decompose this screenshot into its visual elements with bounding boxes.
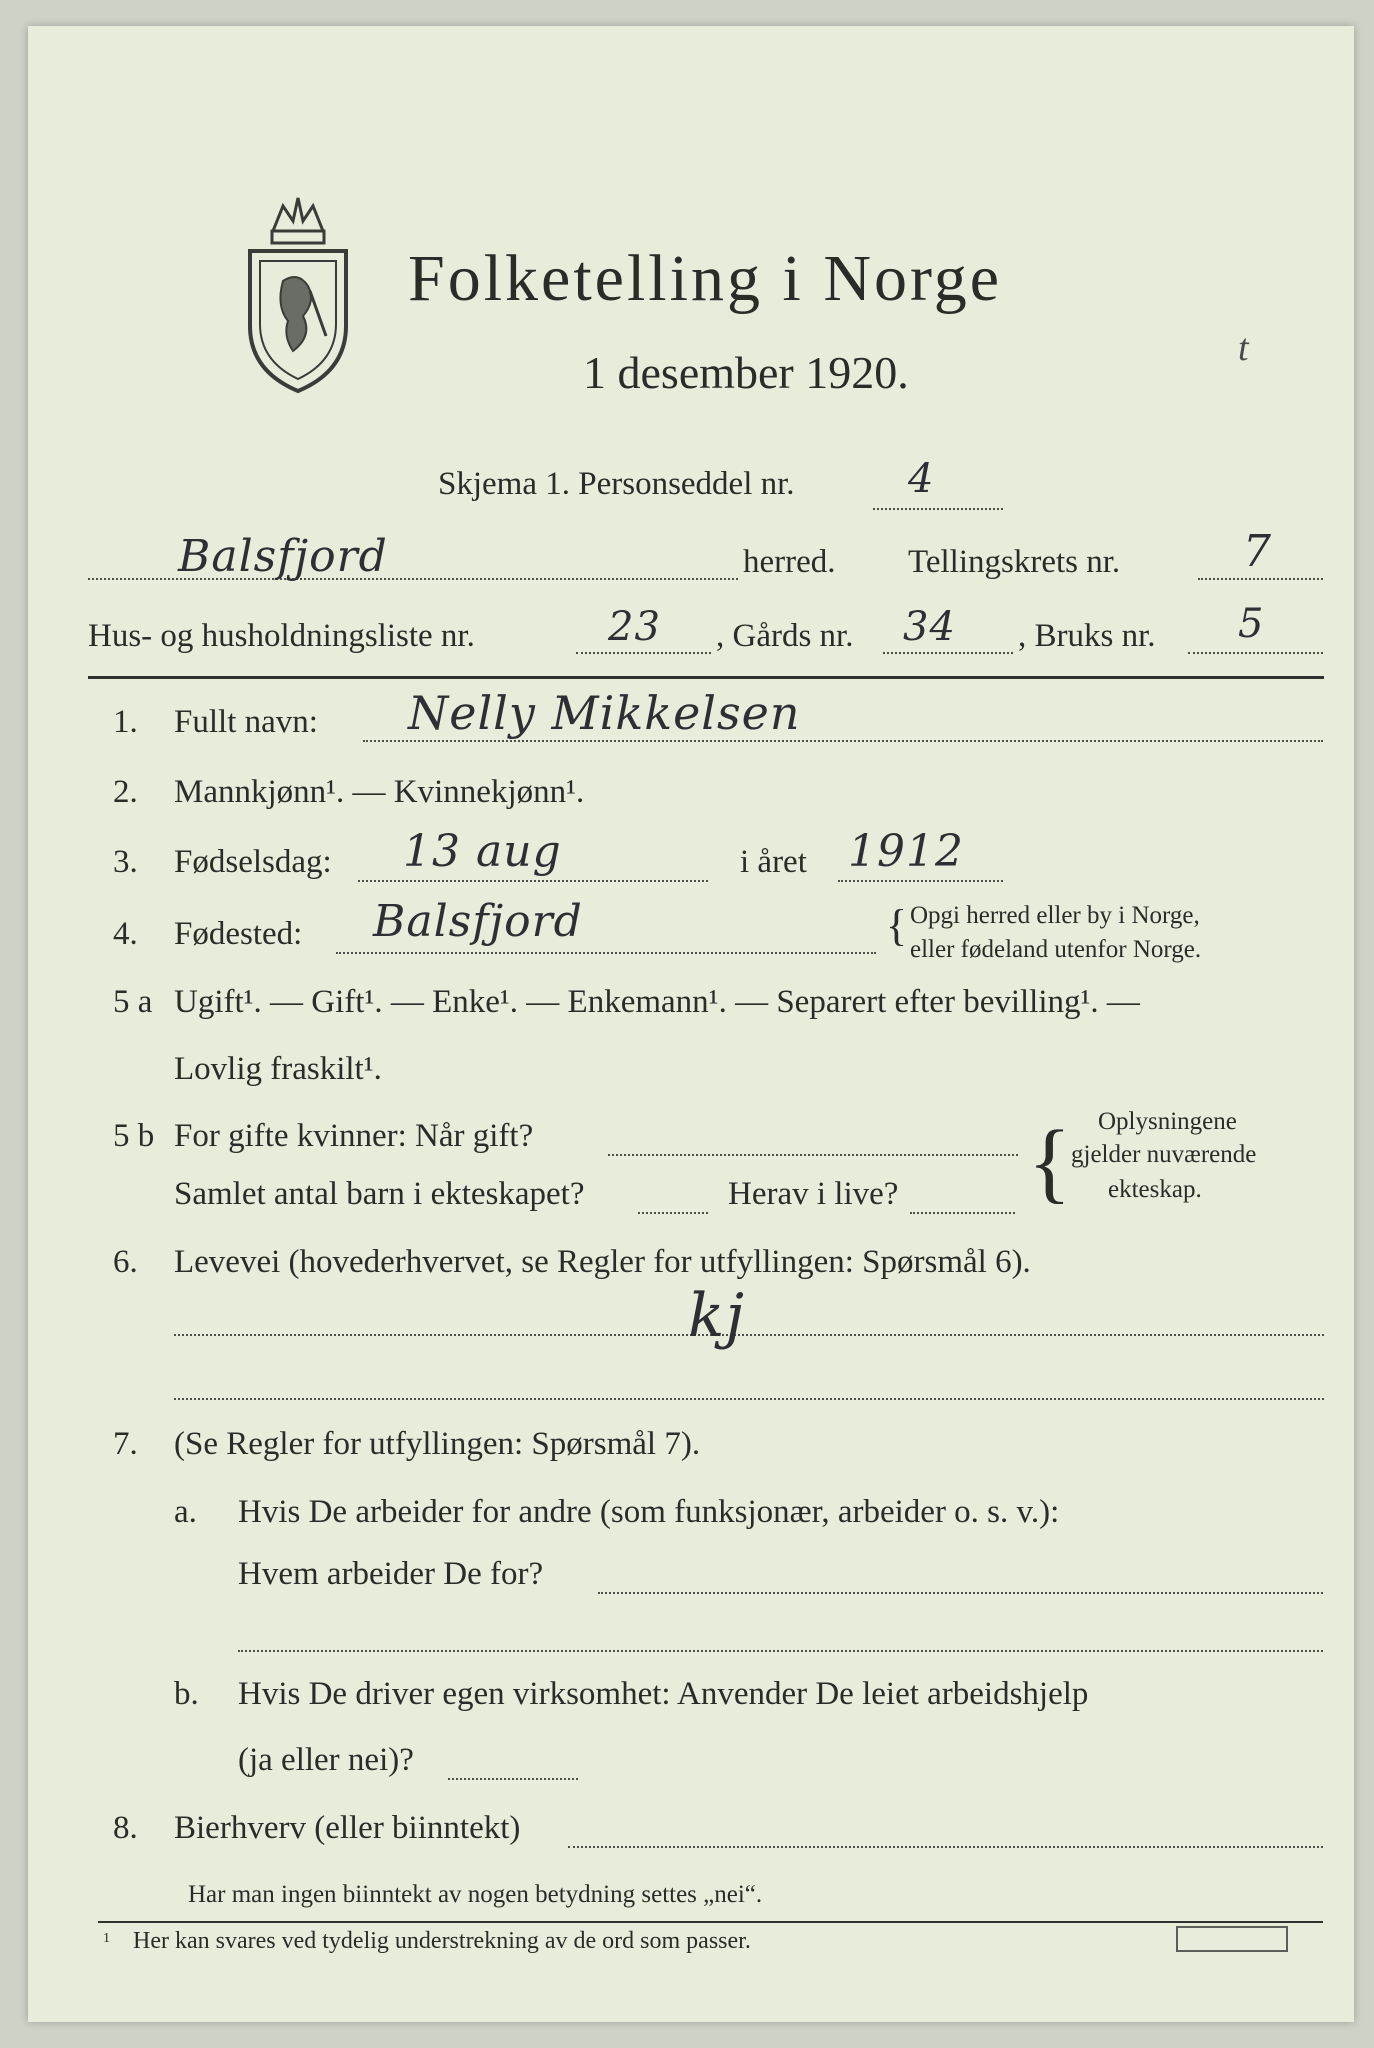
- q5b-alive-label: Herav i live?: [728, 1176, 899, 1212]
- q4-label: Fødested:: [174, 916, 303, 952]
- bruks-value[interactable]: 5: [1238, 601, 1265, 647]
- footer-divider: [98, 1921, 1323, 1923]
- birth-year-value[interactable]: 1912: [848, 826, 964, 877]
- tellingskrets-label: Tellingskrets nr.: [908, 544, 1121, 580]
- q2-number: 2.: [113, 774, 138, 810]
- q7a-line-1: Hvis De arbeider for andre (som funksjonær, arbeider o. s. v.):: [238, 1494, 1060, 1530]
- q4-dots: [336, 952, 876, 954]
- skjema-dots: [873, 508, 1003, 510]
- q7b-line-2: (ja eller nei)?: [238, 1742, 414, 1778]
- form-date: 1 desember 1920.: [583, 347, 909, 398]
- q5a-number: 5 a: [113, 984, 153, 1020]
- header-divider: [88, 676, 1324, 679]
- form-title: Folketelling i Norge: [408, 242, 1003, 315]
- occupation-value[interactable]: kj: [688, 1281, 745, 1351]
- q7b-letter: b.: [174, 1676, 199, 1712]
- q6-dots-1: [174, 1334, 1324, 1336]
- tellingskrets-value[interactable]: 7: [1243, 526, 1272, 577]
- footnote-text: Her kan svares ved tydelig understrekning av de ord som passer.: [133, 1928, 751, 1954]
- q4-note-1: Opgi herred eller by i Norge,: [910, 902, 1200, 929]
- q5b-line-1: For gifte kvinner: Når gift?: [174, 1118, 534, 1154]
- q6-dots-2: [174, 1398, 1324, 1400]
- q7a-dots-2: [238, 1650, 1323, 1652]
- q7b-dots: [448, 1778, 578, 1780]
- q4-brace: {: [886, 901, 908, 950]
- herred-label: herred.: [743, 544, 836, 580]
- q7b-line-1: Hvis De driver egen virksomhet: Anvender De leiet arbeidshjelp: [238, 1676, 1089, 1712]
- gards-dots: [883, 652, 1013, 654]
- tellingskrets-dots: [1198, 578, 1323, 580]
- q5b-children-dots: [638, 1212, 708, 1214]
- q5a-line-1: Ugift¹. — Gift¹. — Enke¹. — Enkemann¹. — Separert efter bevilling¹. —: [174, 984, 1140, 1020]
- q8-label: Bierhverv (eller biinntekt): [174, 1810, 521, 1846]
- herred-value[interactable]: Balsfjord: [178, 531, 388, 582]
- q4-note-2: eller fødeland utenfor Norge.: [910, 936, 1202, 963]
- skjema-label: Skjema 1. Personseddel nr.: [438, 466, 795, 502]
- corner-mark: t: [1238, 327, 1249, 369]
- q4-number: 4.: [113, 916, 138, 952]
- printer-stamp: [1176, 1926, 1288, 1952]
- husliste-value[interactable]: 23: [608, 604, 661, 650]
- q5b-note-3: ekteskap.: [1108, 1176, 1202, 1203]
- q2-label: Mannkjønn¹. — Kvinnekjønn¹.: [174, 774, 585, 810]
- census-form: [28, 26, 1354, 2022]
- q7a-dots-1: [598, 1592, 1323, 1594]
- husliste-label: Hus- og husholdningsliste nr.: [88, 618, 475, 654]
- q5b-children-label: Samlet antal barn i ekteskapet?: [174, 1176, 585, 1212]
- footer-note: Har man ingen biinntekt av nogen betydning settes „nei“.: [188, 1881, 763, 1908]
- q3-number: 3.: [113, 844, 138, 880]
- q7a-letter: a.: [174, 1494, 197, 1530]
- bruks-dots: [1188, 652, 1323, 654]
- year-dots: [838, 880, 1003, 882]
- q5b-when-dots: [608, 1154, 1018, 1156]
- q8-dots: [568, 1846, 1323, 1848]
- bruks-label: , Bruks nr.: [1018, 618, 1156, 654]
- gards-value[interactable]: 34: [903, 604, 956, 650]
- q7a-line-2: Hvem arbeider De for?: [238, 1556, 544, 1592]
- year-label: i året: [740, 844, 807, 880]
- q5b-note-1: Oplysningene: [1098, 1108, 1237, 1135]
- q6-label: Levevei (hovederhvervet, se Regler for utfyllingen: Spørsmål 6).: [174, 1244, 1031, 1280]
- birthday-value[interactable]: 13 aug: [403, 826, 562, 877]
- q7-number: 7.: [113, 1426, 138, 1462]
- coat-of-arms-icon: [238, 186, 358, 396]
- q1-dots: [363, 740, 1323, 742]
- q5b-note-2: gjelder nuværende: [1071, 1141, 1257, 1168]
- footnote-number: 1: [103, 1931, 110, 1946]
- q3-dots: [358, 880, 708, 882]
- q1-number: 1.: [113, 704, 138, 740]
- q5b-number: 5 b: [113, 1118, 155, 1154]
- gards-label: , Gårds nr.: [716, 618, 854, 654]
- q1-label: Fullt navn:: [174, 704, 318, 740]
- birthplace-value[interactable]: Balsfjord: [373, 896, 583, 947]
- q5a-line-2: Lovlig fraskilt¹.: [174, 1051, 382, 1087]
- q8-number: 8.: [113, 1810, 138, 1846]
- skjema-value[interactable]: 4: [908, 456, 935, 502]
- q7-label: (Se Regler for utfyllingen: Spørsmål 7).: [174, 1426, 701, 1462]
- q3-label: Fødselsdag:: [174, 844, 332, 880]
- full-name-value[interactable]: Nelly Mikkelsen: [408, 686, 801, 740]
- husliste-dots: [576, 652, 711, 654]
- q5b-brace: {: [1028, 1113, 1072, 1212]
- q5b-alive-dots: [910, 1212, 1015, 1214]
- q6-number: 6.: [113, 1244, 138, 1280]
